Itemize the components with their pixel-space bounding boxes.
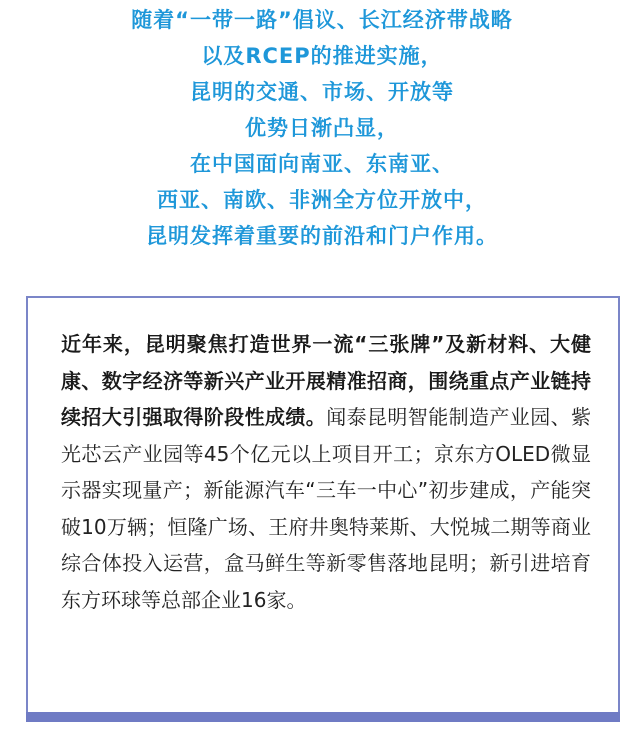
intro-line: 在中国面向南亚、东南亚、	[190, 152, 454, 176]
intro-line: 昆明发挥着重要的前沿和门户作用。	[146, 224, 498, 248]
intro-line: 随着“一带一路”倡议、长江经济带战略	[131, 8, 513, 32]
card-lead-text: 近年来，昆明聚焦打造世界一流“三张牌”及新材料、大健康、数字经济等新兴产业开展精准招商，围绕重点产业链持续招大引强取得阶段性成绩。	[61, 332, 591, 429]
intro-text-block	[0, 2, 644, 254]
info-card	[26, 296, 620, 717]
intro-line: 昆明的交通、市场、开放等	[190, 80, 454, 104]
card-paragraph	[61, 326, 591, 618]
card-body-text: 闻泰昆明智能制造产业园、紫光芯云产业园等45个亿元以上项目开工；京东方OLED微显示器实现量产；新能源汽车“三车一中心”初步建成，产能突破10万辆；恒隆广场、王府井奥特莱斯、大悦城二期等商业综合体投入运营，盒马鲜生等新零售落地昆明；新引进培育东方环球等总部企业16家。	[61, 405, 592, 612]
card-bottom-bar	[26, 712, 620, 722]
intro-line: 优势日渐凸显，	[245, 116, 399, 140]
intro-line: 以及RCEP的推进实施，	[201, 44, 443, 68]
intro-line: 西亚、南欧、非洲全方位开放中，	[157, 188, 487, 212]
